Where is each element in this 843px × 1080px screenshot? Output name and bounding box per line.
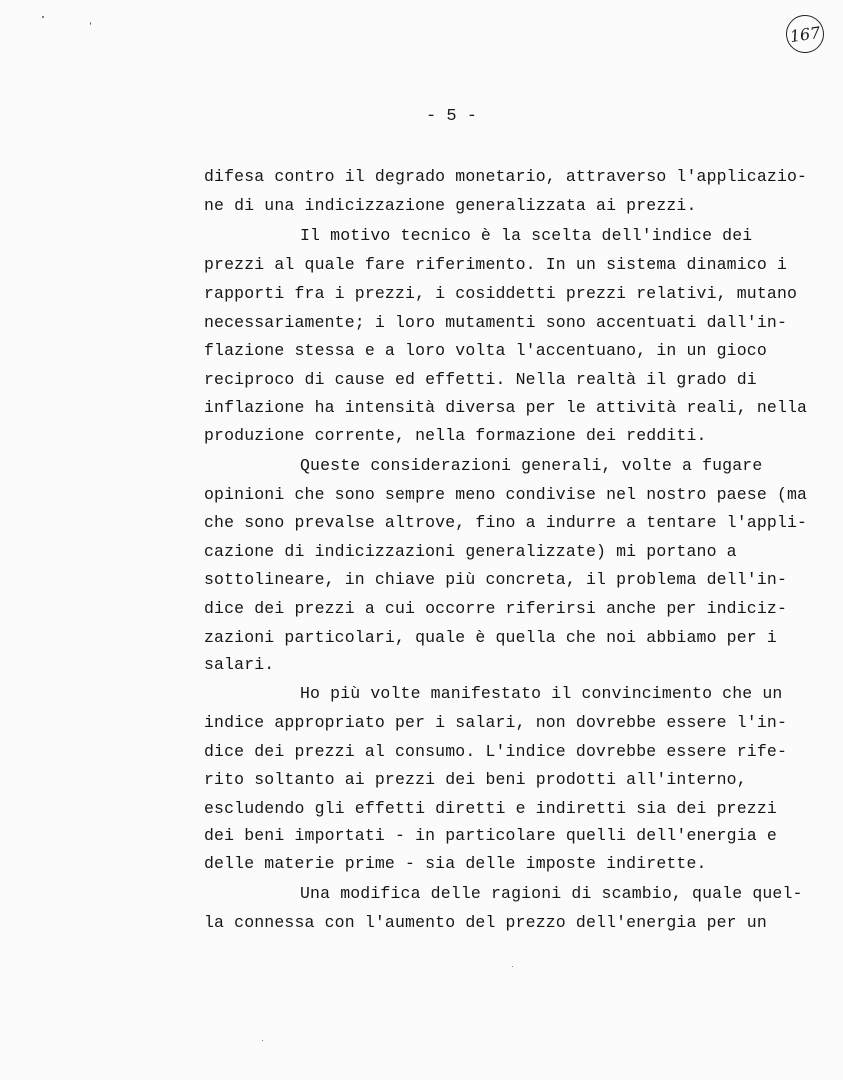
text-line: Una modifica delle ragioni di scambio, quale quel- (300, 884, 803, 903)
text-line: Il motivo tecnico è la scelta dell'indice dei (300, 226, 753, 245)
text-line: prezzi al quale fare riferimento. In un sistema dinamico i (204, 255, 787, 274)
text-line: dice dei prezzi a cui occorre riferirsi anche per indiciz- (204, 599, 787, 618)
text-line: salari. (204, 655, 275, 674)
text-line: indice appropriato per i salari, non dovrebbe essere l'in- (204, 713, 787, 732)
text-line: rito soltanto ai prezzi dei beni prodotti all'interno, (204, 770, 747, 789)
page-number: - 5 - (425, 107, 477, 126)
text-line: opinioni che sono sempre meno condivise nel nostro paese (ma (204, 485, 808, 504)
text-line: escludendo gli effetti diretti e indiretti sia dei prezzi (204, 799, 777, 818)
text-line: ne di una indicizzazione generalizzata ai prezzi. (204, 196, 697, 215)
text-line: necessariamente; i loro mutamenti sono accentuati dall'in- (204, 313, 787, 332)
scan-speck (262, 1040, 263, 1041)
scan-speck (90, 22, 91, 25)
text-line: sottolineare, in chiave più concreta, il problema dell'in- (204, 570, 787, 589)
text-line: dei beni importati - in particolare quelli dell'energia e (204, 826, 777, 845)
text-line: inflazione ha intensità diversa per le attività reali, nella (204, 398, 808, 417)
text-line: che sono prevalse altrove, fino a indurre a tentare l'appli- (204, 513, 808, 532)
page-stamp-number: 167 (784, 13, 827, 56)
scan-speck (512, 966, 513, 967)
text-line: difesa contro il degrado monetario, attraverso l'applicazio- (204, 167, 808, 186)
text-line: zazioni particolari, quale è quella che noi abbiamo per i (204, 628, 777, 647)
text-line: dice dei prezzi al consumo. L'indice dovrebbe essere rife- (204, 742, 787, 761)
text-line: produzione corrente, nella formazione dei redditi. (204, 426, 707, 445)
text-line: reciproco di cause ed effetti. Nella realtà il grado di (204, 370, 757, 389)
text-line: la connessa con l'aumento del prezzo dell'energia per un (204, 913, 767, 932)
text-line: delle materie prime - sia delle imposte indirette. (204, 854, 707, 873)
text-line: cazione di indicizzazioni generalizzate) mi portano a (204, 542, 737, 561)
text-line: Ho più volte manifestato il convincimento che un (300, 684, 783, 703)
text-line: Queste considerazioni generali, volte a fugare (300, 456, 763, 475)
text-line: flazione stessa e a loro volta l'accentuano, in un gioco (204, 341, 767, 360)
scan-speck (42, 16, 44, 18)
text-line: rapporti fra i prezzi, i cosiddetti prezzi relativi, mutano (204, 284, 798, 303)
